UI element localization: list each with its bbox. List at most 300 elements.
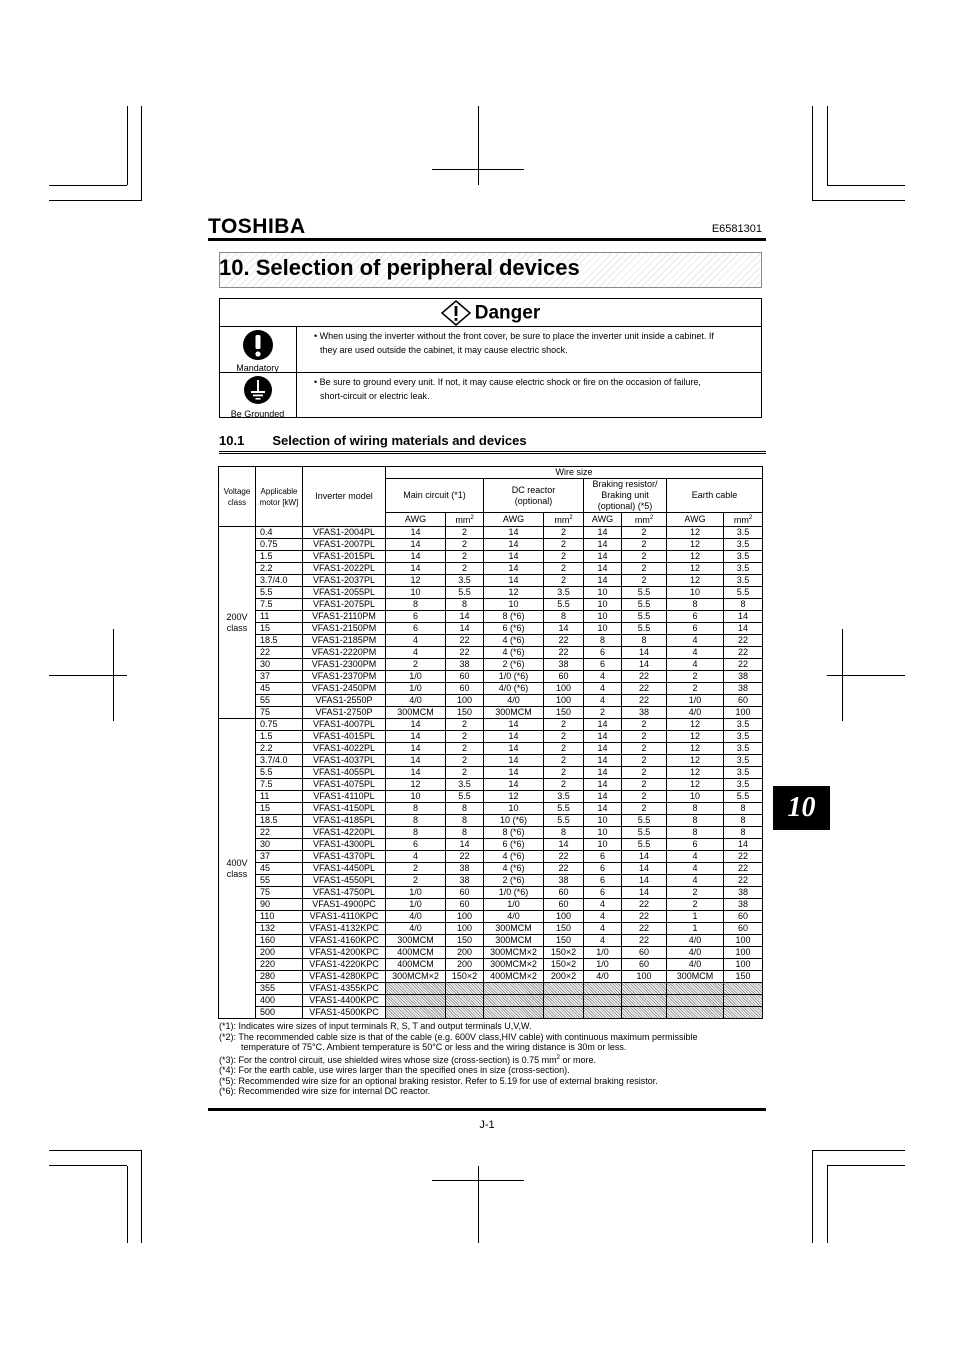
table-row: [219, 803, 763, 815]
wire-size-cell: 4: [667, 863, 724, 875]
wire-size-cell: 60: [724, 911, 763, 923]
motor-kw-cell: 15: [256, 803, 303, 815]
wire-size-cell: 12: [667, 779, 724, 791]
model-cell: VFAS1-4220PL: [303, 827, 386, 839]
wire-size-cell: 14: [484, 527, 544, 539]
wire-size-cell: 8 (*6): [484, 827, 544, 839]
wire-size-cell: 2: [446, 767, 484, 779]
motor-kw-cell: 55: [256, 695, 303, 707]
wire-size-cell: 1/0: [584, 959, 622, 971]
wire-size-cell: 150×2: [544, 959, 584, 971]
wire-size-cell: 60: [446, 887, 484, 899]
model-cell: VFAS1-2300PM: [303, 659, 386, 671]
motor-kw-cell: 0.75: [256, 719, 303, 731]
model-cell: VFAS1-4200KPC: [303, 947, 386, 959]
header-applicable-motor: Applicable motor [kW]: [256, 467, 303, 527]
wire-size-cell: 14: [446, 611, 484, 623]
wire-size-cell: 6: [386, 611, 446, 623]
wire-size-cell: 14: [584, 755, 622, 767]
wire-size-cell: 4: [584, 695, 622, 707]
wire-size-cell: 22: [622, 695, 667, 707]
danger-text-2: • Be sure to ground every unit. If not, it may cause electric shock or fire on the occasion of failure, short-circuit or electric leak.: [314, 377, 701, 401]
wire-size-cell: 1/0: [386, 683, 446, 695]
wire-size-cell: 10: [667, 791, 724, 803]
table-row: [219, 947, 763, 959]
wire-size-cell: 150: [544, 923, 584, 935]
wire-size-cell: 100: [724, 707, 763, 719]
section-number: 10.1: [219, 433, 245, 448]
wire-size-cell: 14: [484, 563, 544, 575]
wire-size-cell: 8: [584, 635, 622, 647]
wire-size-cell: 2: [446, 731, 484, 743]
wire-size-cell: 60: [446, 683, 484, 695]
motor-kw-cell: 75: [256, 707, 303, 719]
wire-size-cell: 2: [544, 527, 584, 539]
wire-size-cell: [446, 995, 484, 1007]
table-row: [219, 671, 763, 683]
wire-size-cell: 8: [446, 599, 484, 611]
wire-size-cell: 3.5: [724, 563, 763, 575]
wire-size-cell: 2: [584, 707, 622, 719]
wire-size-cell: 1/0: [386, 671, 446, 683]
table-notes: [219, 1021, 779, 1097]
model-cell: VFAS1-4037PL: [303, 755, 386, 767]
wire-size-cell: [544, 995, 584, 1007]
wire-size-cell: 2: [622, 719, 667, 731]
wire-size-cell: 14: [622, 887, 667, 899]
wire-size-cell: 150: [724, 971, 763, 983]
wire-size-cell: 400MCM×2: [484, 971, 544, 983]
wire-size-cell: 38: [622, 707, 667, 719]
model-cell: VFAS1-2750P: [303, 707, 386, 719]
wire-size-cell: 22: [446, 647, 484, 659]
wire-size-cell: 4: [667, 851, 724, 863]
wire-size-cell: 12: [667, 527, 724, 539]
danger-title: Danger: [474, 302, 541, 324]
table-row: [219, 659, 763, 671]
wire-size-cell: 200: [446, 959, 484, 971]
wire-size-cell: 4/0: [667, 935, 724, 947]
wire-size-cell: [584, 983, 622, 995]
wire-size-cell: 5.5: [622, 623, 667, 635]
wire-size-cell: 14: [484, 575, 544, 587]
model-cell: VFAS1-2015PL: [303, 551, 386, 563]
model-cell: VFAS1-4450PL: [303, 863, 386, 875]
wire-size-cell: 8: [446, 815, 484, 827]
header-voltage-class: Voltage class: [219, 467, 256, 527]
table-row: [219, 779, 763, 791]
wire-size-cell: 4 (*6): [484, 851, 544, 863]
wire-size-cell: [584, 1007, 622, 1019]
wire-size-cell: 22: [622, 683, 667, 695]
motor-kw-cell: 11: [256, 611, 303, 623]
wire-size-cell: 60: [544, 887, 584, 899]
wire-size-cell: 14: [724, 623, 763, 635]
note-5: (*5): Recommended wire size for an optional braking resistor. Refer to 5.19 for use of external braking resistor.: [219, 1075, 658, 1086]
wire-size-cell: 2: [386, 863, 446, 875]
wire-size-cell: [724, 1007, 763, 1019]
table-row: [219, 755, 763, 767]
wire-size-cell: 5.5: [622, 587, 667, 599]
header-mm2: $mm^2$: [446, 513, 484, 527]
wire-size-cell: 14: [386, 527, 446, 539]
wire-size-cell: 100: [446, 695, 484, 707]
model-cell: VFAS1-4355KPC: [303, 983, 386, 995]
wire-size-cell: [386, 1007, 446, 1019]
header-awg: AWG: [584, 513, 622, 527]
wire-size-cell: 38: [544, 659, 584, 671]
wire-size-cell: 300MCM: [484, 935, 544, 947]
wire-size-cell: 14: [622, 851, 667, 863]
wire-size-cell: 4/0: [386, 911, 446, 923]
wire-size-cell: 14: [484, 743, 544, 755]
model-cell: VFAS1-2550P: [303, 695, 386, 707]
header-earth-cable: Earth cable: [667, 479, 763, 513]
wire-size-cell: 1/0: [484, 899, 544, 911]
wire-size-cell: 2: [667, 899, 724, 911]
wire-size-cell: 8: [386, 803, 446, 815]
voltage-class-cell: 400V class: [219, 719, 256, 1019]
table-row: [219, 815, 763, 827]
wire-size-cell: 8: [386, 599, 446, 611]
wire-size-cell: 4: [584, 935, 622, 947]
wire-size-cell: 2: [622, 551, 667, 563]
wire-size-cell: [544, 983, 584, 995]
wire-size-cell: 1/0: [386, 887, 446, 899]
wire-size-cell: 22: [446, 851, 484, 863]
wire-size-cell: 8: [724, 803, 763, 815]
wire-size-cell: 4: [667, 635, 724, 647]
table-row: [219, 767, 763, 779]
chapter-tab: 10: [773, 786, 830, 830]
wire-size-cell: 4 (*6): [484, 647, 544, 659]
wire-size-cell: 300MCM: [484, 923, 544, 935]
table-row: [219, 647, 763, 659]
section-rule: [219, 451, 766, 452]
wire-size-cell: 3.5: [724, 539, 763, 551]
wire-size-cell: 6: [584, 863, 622, 875]
table-row: [219, 551, 763, 563]
model-cell: VFAS1-4400KPC: [303, 995, 386, 1007]
wire-size-cell: 2: [622, 527, 667, 539]
wire-size-cell: 6 (*6): [484, 839, 544, 851]
wire-size-cell: 2: [386, 875, 446, 887]
wire-size-cell: 4/0 (*6): [484, 683, 544, 695]
model-cell: VFAS1-4280KPC: [303, 971, 386, 983]
wire-size-cell: 22: [622, 923, 667, 935]
wire-size-cell: 150: [544, 707, 584, 719]
footer-rule: [208, 1108, 766, 1111]
wire-size-cell: [667, 1007, 724, 1019]
table-row: [219, 983, 763, 995]
note-3: (*3): For the control circuit, use shielded wires whose size (cross-section) is 0.75 $mm^2$ or more.: [219, 1054, 596, 1065]
motor-kw-cell: 0.4: [256, 527, 303, 539]
mandatory-cell: [219, 326, 296, 372]
wire-size-cell: 6: [584, 887, 622, 899]
table-row: [219, 863, 763, 875]
wire-size-cell: 14: [386, 743, 446, 755]
table-header: [219, 467, 763, 527]
wire-size-cell: 10: [584, 815, 622, 827]
model-cell: VFAS1-4550PL: [303, 875, 386, 887]
wire-size-cell: 4/0: [484, 911, 544, 923]
section-title: [219, 433, 527, 448]
model-cell: VFAS1-2075PL: [303, 599, 386, 611]
wire-size-cell: 38: [544, 875, 584, 887]
wire-size-cell: 12: [667, 755, 724, 767]
table-row: [219, 935, 763, 947]
wire-size-cell: 100: [724, 935, 763, 947]
table-row: [219, 899, 763, 911]
wire-size-cell: 1/0: [584, 947, 622, 959]
table-row: [219, 731, 763, 743]
wire-size-cell: 12: [667, 539, 724, 551]
wire-size-cell: 4: [667, 647, 724, 659]
model-cell: VFAS1-2055PL: [303, 587, 386, 599]
wire-size-cell: 8: [724, 599, 763, 611]
header-mm2: $mm^2$: [724, 513, 763, 527]
motor-kw-cell: 3.7/4.0: [256, 755, 303, 767]
wire-size-cell: 8: [386, 815, 446, 827]
wire-size-cell: 100: [544, 683, 584, 695]
wire-size-cell: 14: [724, 611, 763, 623]
motor-kw-cell: 500: [256, 1007, 303, 1019]
table-row: [219, 923, 763, 935]
wire-size-cell: 14: [484, 731, 544, 743]
wire-size-cell: 1: [667, 923, 724, 935]
motor-kw-cell: 45: [256, 683, 303, 695]
table-row: [219, 911, 763, 923]
motor-kw-cell: 280: [256, 971, 303, 983]
wire-size-cell: 2: [386, 659, 446, 671]
wire-size-cell: 300MCM×2: [484, 947, 544, 959]
wire-size-cell: 6 (*6): [484, 623, 544, 635]
model-cell: VFAS1-4185PL: [303, 815, 386, 827]
wire-size-cell: 14: [544, 839, 584, 851]
wire-size-cell: 5.5: [724, 587, 763, 599]
wire-size-cell: 22: [724, 659, 763, 671]
wire-size-cell: 400MCM: [386, 947, 446, 959]
wire-size-cell: 14: [724, 839, 763, 851]
wire-size-cell: 2: [446, 743, 484, 755]
mandatory-icon: [242, 329, 274, 361]
page-number: J-1: [479, 1119, 495, 1131]
wire-size-cell: 100: [544, 911, 584, 923]
wire-size-cell: 14: [386, 767, 446, 779]
warning-diamond-icon: [441, 300, 471, 326]
wire-size-cell: 100: [724, 947, 763, 959]
table-row: [219, 851, 763, 863]
wire-size-cell: 10: [484, 599, 544, 611]
wire-size-cell: 14: [484, 719, 544, 731]
motor-kw-cell: 37: [256, 851, 303, 863]
table-row: [219, 563, 763, 575]
wire-size-cell: 3.5: [724, 719, 763, 731]
wire-size-cell: 6: [386, 623, 446, 635]
wire-size-cell: 2: [622, 791, 667, 803]
wire-size-cell: 12: [484, 791, 544, 803]
wire-size-cell: 14: [584, 527, 622, 539]
motor-kw-cell: 400: [256, 995, 303, 1007]
wire-size-cell: 12: [386, 779, 446, 791]
wire-size-cell: 14: [584, 779, 622, 791]
wire-size-cell: [622, 983, 667, 995]
wire-size-cell: [386, 995, 446, 1007]
model-cell: VFAS1-4110KPC: [303, 911, 386, 923]
wire-size-cell: 3.5: [724, 767, 763, 779]
wire-size-cell: [386, 983, 446, 995]
wire-size-cell: [622, 995, 667, 1007]
motor-kw-cell: 200: [256, 947, 303, 959]
wire-size-cell: 2: [622, 767, 667, 779]
wire-size-cell: 22: [724, 851, 763, 863]
motor-kw-cell: 160: [256, 935, 303, 947]
note-6: (*6): Recommended wire size for internal DC reactor.: [219, 1086, 431, 1096]
wire-size-cell: 300MCM: [484, 707, 544, 719]
wire-size-cell: 100: [544, 695, 584, 707]
wire-size-cell: 5.5: [544, 599, 584, 611]
wire-size-cell: 14: [584, 767, 622, 779]
wire-size-cell: 60: [724, 695, 763, 707]
wire-size-cell: 10: [584, 839, 622, 851]
wire-size-cell: 14: [584, 563, 622, 575]
wire-size-cell: 12: [667, 575, 724, 587]
wire-size-cell: 22: [622, 899, 667, 911]
wiring-table: [218, 466, 763, 1019]
wire-size-cell: 8: [386, 827, 446, 839]
wire-size-cell: 2: [622, 563, 667, 575]
wire-size-cell: 12: [667, 731, 724, 743]
wire-size-cell: 14: [446, 839, 484, 851]
wire-size-cell: 14: [584, 731, 622, 743]
danger-header: [219, 298, 762, 327]
wire-size-cell: 14: [386, 539, 446, 551]
wire-size-cell: 3.5: [724, 527, 763, 539]
wire-size-cell: 2: [622, 803, 667, 815]
wire-size-cell: 22: [544, 863, 584, 875]
wire-size-cell: 12: [386, 575, 446, 587]
wire-size-cell: 8: [667, 815, 724, 827]
wire-size-cell: 300MCM×2: [386, 971, 446, 983]
wire-size-cell: 4/0: [667, 707, 724, 719]
table-row: [219, 971, 763, 983]
model-cell: VFAS1-4220KPC: [303, 959, 386, 971]
wire-size-cell: 4: [584, 899, 622, 911]
section-rule: [219, 453, 766, 454]
wire-size-cell: 14: [584, 551, 622, 563]
wire-size-cell: 2: [446, 539, 484, 551]
table-row: [219, 611, 763, 623]
wire-size-cell: 2: [622, 731, 667, 743]
wire-size-cell: [667, 995, 724, 1007]
header-braking: Braking resistor/ Braking unit (optional) (*5): [584, 479, 667, 513]
wire-size-cell: 3.5: [724, 743, 763, 755]
wire-size-cell: 14: [584, 791, 622, 803]
table-row: [219, 743, 763, 755]
wire-size-cell: 100: [446, 911, 484, 923]
model-cell: VFAS1-4075PL: [303, 779, 386, 791]
wire-size-cell: 14: [584, 539, 622, 551]
model-cell: VFAS1-4055PL: [303, 767, 386, 779]
wire-size-cell: 2: [544, 539, 584, 551]
wire-size-cell: 5.5: [622, 599, 667, 611]
wire-size-cell: 4: [584, 683, 622, 695]
wire-size-cell: 6: [584, 851, 622, 863]
model-cell: VFAS1-4022PL: [303, 743, 386, 755]
table-row: [219, 887, 763, 899]
wire-size-cell: 6: [584, 875, 622, 887]
model-cell: VFAS1-2370PM: [303, 671, 386, 683]
wire-size-cell: 14: [622, 659, 667, 671]
wire-size-cell: 2: [667, 683, 724, 695]
wire-size-cell: 2: [544, 563, 584, 575]
motor-kw-cell: 2.2: [256, 743, 303, 755]
wire-size-cell: 10: [584, 827, 622, 839]
motor-kw-cell: 5.5: [256, 767, 303, 779]
wire-size-cell: 14: [484, 539, 544, 551]
model-cell: VFAS1-2110PM: [303, 611, 386, 623]
wire-size-cell: 5.5: [446, 791, 484, 803]
wire-size-cell: 3.5: [724, 551, 763, 563]
wire-size-cell: 2: [544, 743, 584, 755]
model-cell: VFAS1-2007PL: [303, 539, 386, 551]
wire-size-cell: 150×2: [446, 971, 484, 983]
ground-icon: [243, 375, 273, 405]
wire-size-cell: 2: [544, 755, 584, 767]
wire-size-cell: 5.5: [622, 815, 667, 827]
wire-size-cell: 2: [446, 527, 484, 539]
motor-kw-cell: 18.5: [256, 815, 303, 827]
wire-size-cell: 60: [446, 899, 484, 911]
wire-size-cell: 5.5: [622, 839, 667, 851]
table-row: [219, 995, 763, 1007]
wire-size-cell: 300MCM: [667, 971, 724, 983]
table-row: [219, 623, 763, 635]
wire-size-cell: 38: [724, 899, 763, 911]
model-cell: VFAS1-2185PM: [303, 635, 386, 647]
wire-size-cell: 150: [544, 935, 584, 947]
wire-size-cell: 14: [386, 755, 446, 767]
wire-size-cell: 8: [667, 599, 724, 611]
motor-kw-cell: 355: [256, 983, 303, 995]
wire-size-cell: 8: [622, 635, 667, 647]
wire-size-cell: 14: [446, 623, 484, 635]
wire-size-cell: 2: [667, 887, 724, 899]
document-number: E6581301: [711, 223, 762, 235]
wire-size-cell: 2: [544, 551, 584, 563]
table-row: [219, 635, 763, 647]
wire-size-cell: 5.5: [446, 587, 484, 599]
wire-size-cell: 4: [584, 911, 622, 923]
wire-size-cell: 10: [584, 587, 622, 599]
wire-size-cell: [724, 983, 763, 995]
wire-size-cell: 14: [584, 803, 622, 815]
wire-size-cell: 4: [386, 647, 446, 659]
wire-size-cell: 38: [446, 659, 484, 671]
wire-size-cell: 5.5: [622, 827, 667, 839]
wire-size-cell: 1/0: [667, 695, 724, 707]
header-awg: AWG: [386, 513, 446, 527]
motor-kw-cell: 220: [256, 959, 303, 971]
wire-size-cell: 10: [667, 587, 724, 599]
wire-size-cell: 2: [667, 671, 724, 683]
motor-kw-cell: 1.5: [256, 551, 303, 563]
wire-size-cell: 14: [484, 779, 544, 791]
wire-size-cell: 2: [544, 779, 584, 791]
wire-size-cell: 2: [544, 767, 584, 779]
wire-size-cell: 22: [622, 935, 667, 947]
wire-size-cell: 14: [622, 863, 667, 875]
